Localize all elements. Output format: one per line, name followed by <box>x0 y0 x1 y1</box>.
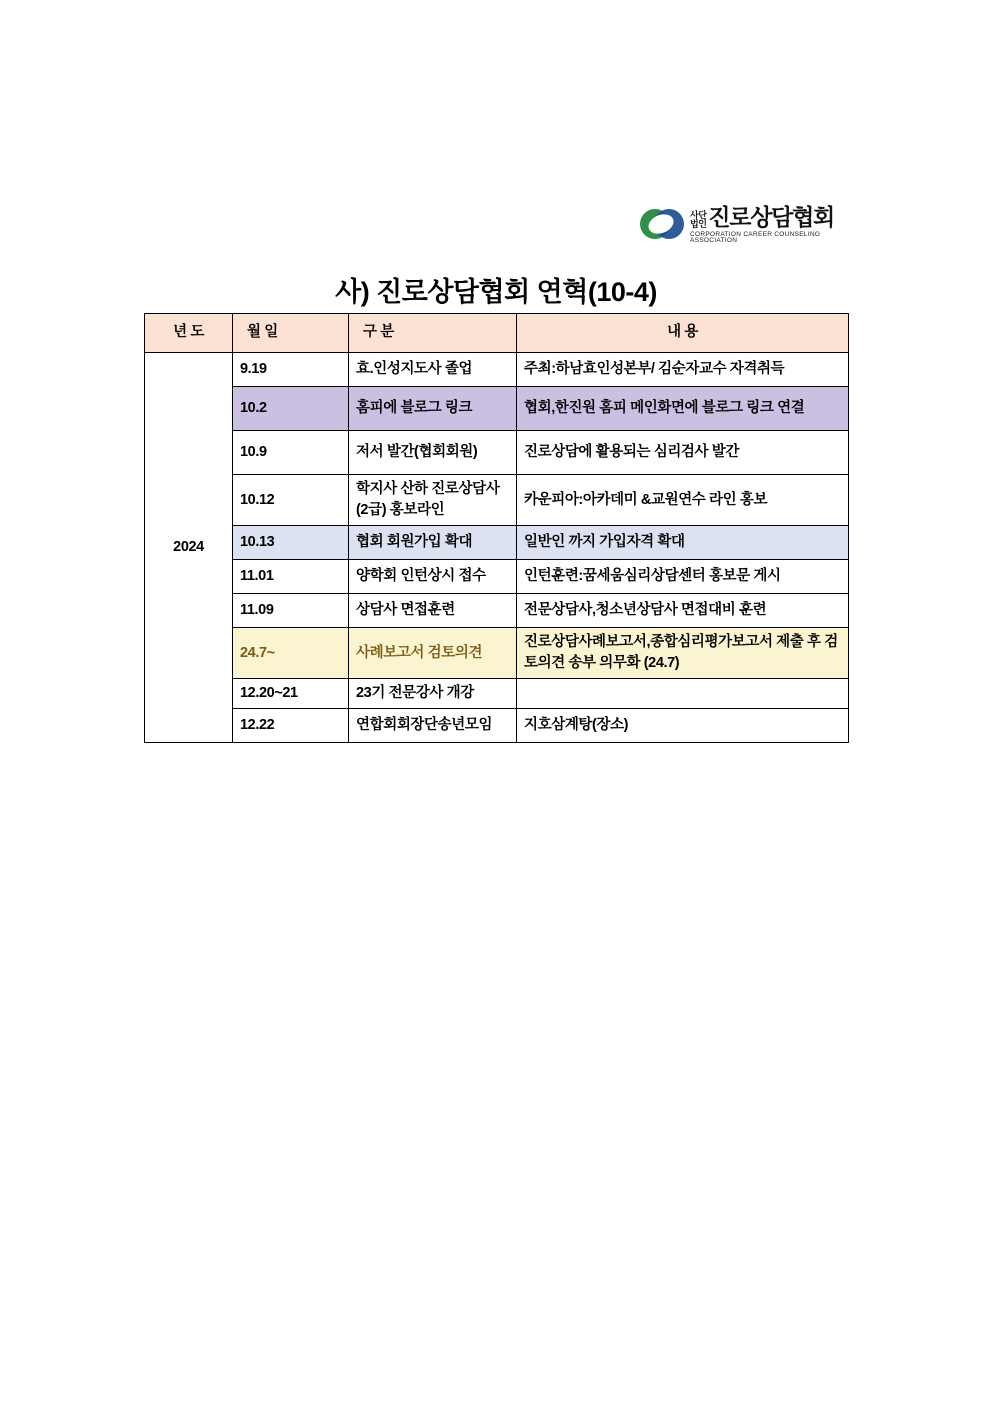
desc-cell: 진로상담사례보고서,종합심리평가보고서 제출 후 검토의견 송부 의무화 (24.7) <box>517 628 849 679</box>
date-cell: 24.7~ <box>233 628 349 679</box>
table-row <box>145 431 849 475</box>
desc-cell: 전문상담사,청소년상담사 면접대비 훈련 <box>517 594 849 628</box>
desc-cell: 주최:하남효인성본부/ 김순자교수 자격취득 <box>517 353 849 387</box>
type-cell: 양학회 인턴상시 접수 <box>349 560 517 594</box>
type-cell: 사례보고서 검토의견 <box>349 628 517 679</box>
header-desc: 내 용 <box>517 314 849 353</box>
desc-cell: 일반인 까지 가입자격 확대 <box>517 526 849 560</box>
table-header-row <box>145 314 849 353</box>
type-cell: 연합회회장단송년모임 <box>349 709 517 743</box>
desc-cell: 지호삼계탕(장소) <box>517 709 849 743</box>
header-year: 년 도 <box>145 314 233 353</box>
history-table-container <box>144 313 848 743</box>
table-row <box>145 387 849 431</box>
date-cell: 12.20~21 <box>233 679 349 709</box>
table-row <box>145 679 849 709</box>
table-row <box>145 628 849 679</box>
type-cell: 효.인성지도사 졸업 <box>349 353 517 387</box>
desc-cell: 카운피아:아카데미 &교원연수 라인 홍보 <box>517 475 849 526</box>
date-cell: 10.9 <box>233 431 349 475</box>
desc-cell: 협회,한진원 홈피 메인화면에 블로그 링크 연결 <box>517 387 849 431</box>
date-cell: 11.01 <box>233 560 349 594</box>
date-cell: 11.09 <box>233 594 349 628</box>
header-type: 구 분 <box>349 314 517 353</box>
table-row <box>145 475 849 526</box>
logo-english-text: CORPORATION CAREER COUNSELING ASSOCIATION <box>690 230 821 244</box>
logo-prefix: 사단 법인 <box>690 209 707 229</box>
page-title: 사) 진로상담협회 연혁(10-4) <box>335 277 657 307</box>
desc-cell: 진로상담에 활용되는 심리검사 발간 <box>517 431 849 475</box>
date-cell: 10.2 <box>233 387 349 431</box>
type-cell: 협회 회원가입 확대 <box>349 526 517 560</box>
type-cell: 상담사 면접훈련 <box>349 594 517 628</box>
type-cell: 홈피에 블로그 링크 <box>349 387 517 431</box>
type-cell: 학지사 산하 진로상담사(2급) 홍보라인 <box>349 475 517 526</box>
table-row <box>145 560 849 594</box>
date-cell: 10.13 <box>233 526 349 560</box>
type-cell: 23기 전문강사 개강 <box>349 679 517 709</box>
association-logo <box>640 202 860 248</box>
history-table <box>144 313 849 743</box>
desc-cell <box>517 679 849 709</box>
desc-cell: 인턴훈련:꿈세움심리상담센터 홍보문 게시 <box>517 560 849 594</box>
date-cell: 10.12 <box>233 475 349 526</box>
header-date: 월 일 <box>233 314 349 353</box>
table-row <box>145 594 849 628</box>
table-row <box>145 526 849 560</box>
date-cell: 12.22 <box>233 709 349 743</box>
table-row <box>145 709 849 743</box>
logo-main-text: 진로상담협회 <box>708 203 834 230</box>
logo-circles-icon <box>640 205 686 245</box>
logo-text <box>690 203 860 245</box>
table-row <box>145 353 849 387</box>
date-cell: 9.19 <box>233 353 349 387</box>
year-cell: 2024 <box>145 353 233 743</box>
type-cell: 저서 발간(협회회원) <box>349 431 517 475</box>
